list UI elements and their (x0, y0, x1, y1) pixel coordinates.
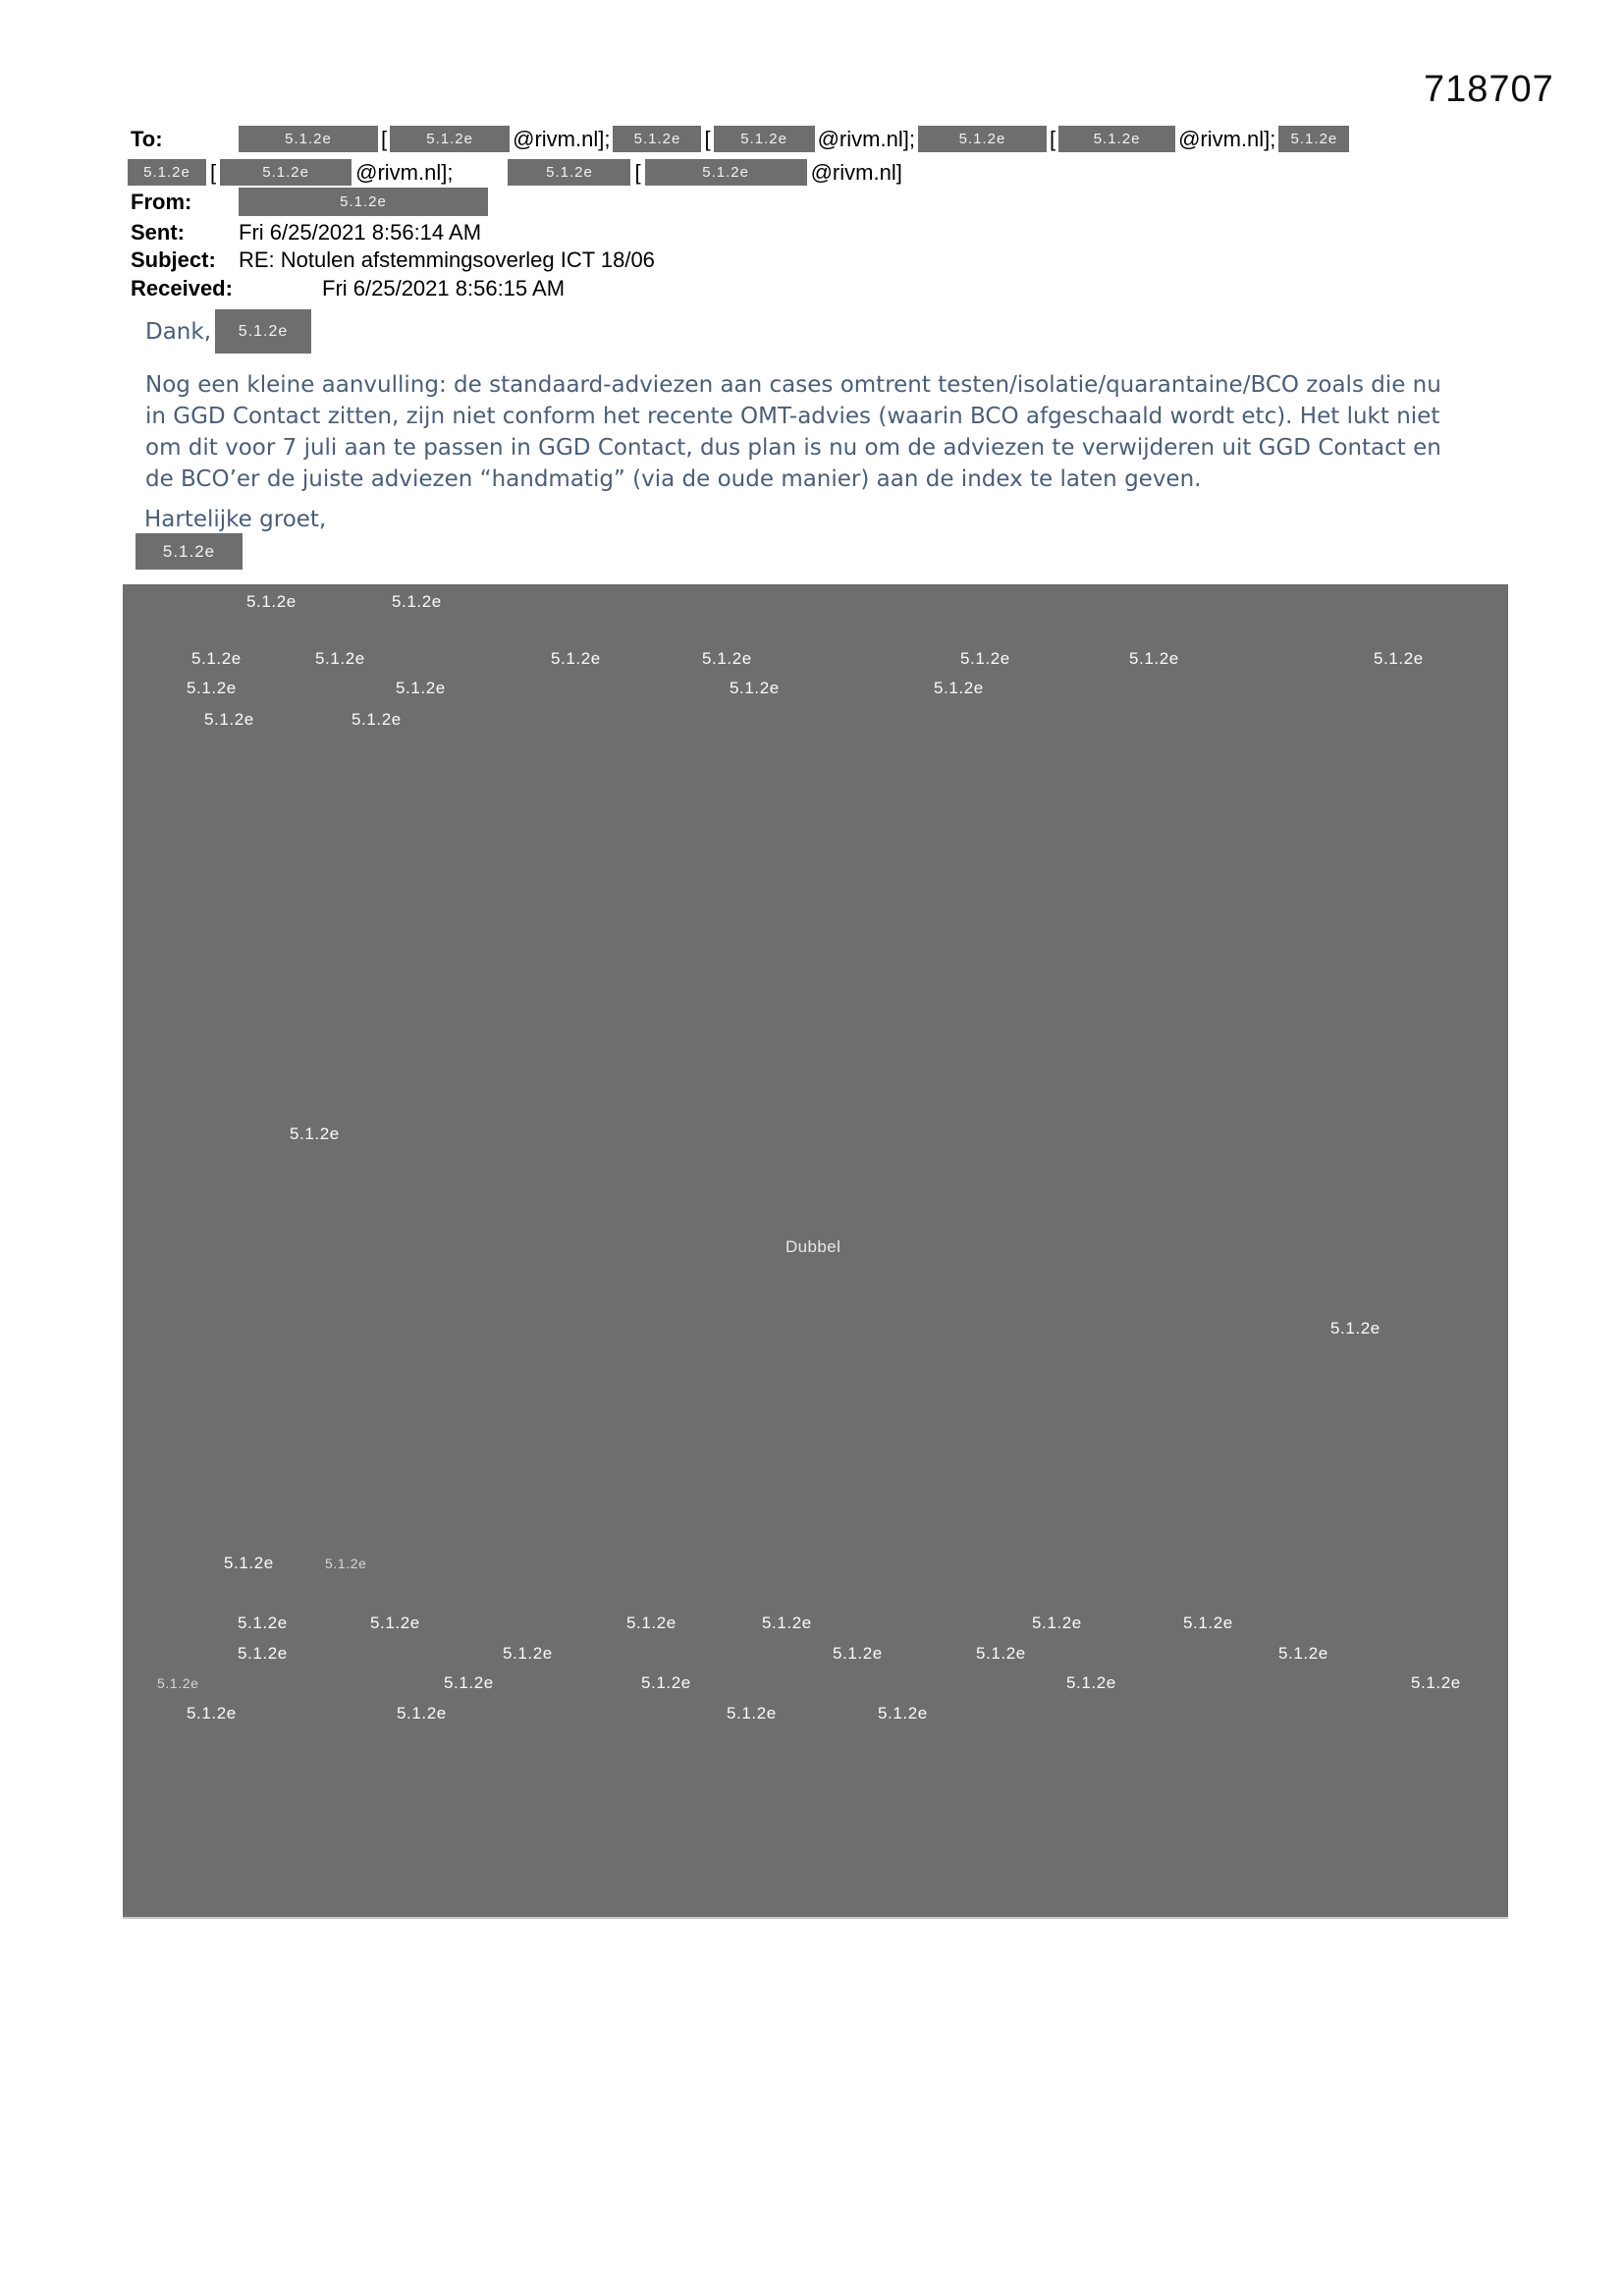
sent-value: Fri 6/25/2021 8:56:14 AM (239, 220, 482, 245)
closing-text: Hartelijke groet, (144, 507, 327, 532)
header-row-received (131, 276, 565, 301)
recipient-redaction-box: 5.1.2e (645, 159, 807, 186)
redaction-label: 5.1.2e (397, 1704, 447, 1722)
redaction-label: 5.1.2e (878, 1704, 928, 1722)
salutation-redaction-box: 5.1.2e (215, 309, 311, 354)
recipient-redaction-box: 5.1.2e (239, 126, 378, 152)
recipient-address-text: @rivm.nl] (810, 159, 902, 185)
header-row-sent (131, 220, 481, 246)
recipient-address-text: [ (1049, 126, 1056, 151)
recipient-redaction-box: 5.1.2e (220, 159, 352, 186)
redaction-label: 5.1.2e (1032, 1613, 1082, 1632)
received-value: Fri 6/25/2021 8:56:15 AM (322, 276, 566, 301)
recipient-address-text: @rivm.nl]; (1178, 126, 1276, 151)
redaction-label: 5.1.2e (702, 649, 752, 668)
redaction-label: 5.1.2e (503, 1644, 553, 1663)
body-paragraph (145, 369, 1441, 495)
redaction-label: 5.1.2e (730, 679, 780, 697)
redaction-label: 5.1.2e (833, 1644, 883, 1663)
redaction-label: 5.1.2e (1411, 1673, 1461, 1692)
redaction-label: 5.1.2e (352, 710, 402, 729)
redaction-label: 5.1.2e (392, 592, 442, 611)
recipient-address-text: [ (634, 159, 641, 185)
redaction-label: 5.1.2e (934, 679, 984, 697)
redaction-label: 5.1.2e (1183, 1613, 1233, 1632)
recipient-redaction-box: 5.1.2e (128, 159, 206, 186)
redaction-label: 5.1.2e (187, 1704, 237, 1722)
header-row-to (131, 126, 1349, 152)
redacted-content-block (123, 584, 1508, 1919)
redaction-label: 5.1.2e (551, 649, 601, 668)
redaction-label: 5.1.2e (444, 1673, 494, 1692)
signature-redaction-box: 5.1.2e (135, 533, 243, 570)
redaction-label: 5.1.2e (641, 1673, 691, 1692)
recipient-address-text: [ (704, 126, 711, 151)
redaction-label: 5.1.2e (762, 1613, 812, 1632)
from-label: From: (131, 189, 192, 214)
recipient-address-text: @rivm.nl]; (355, 159, 454, 185)
redaction-label: 5.1.2e (1129, 649, 1179, 668)
redaction-label: 5.1.2e (246, 592, 297, 611)
redaction-label: 5.1.2e (396, 679, 446, 697)
recipient-redaction-box: 5.1.2e (1058, 126, 1175, 152)
received-label: Received: (131, 276, 233, 301)
recipient-redaction-box: 5.1.2e (714, 126, 815, 152)
recipient-redaction-box: 5.1.2e (1278, 126, 1349, 152)
redaction-label: 5.1.2e (976, 1644, 1026, 1663)
redaction-label: 5.1.2e (204, 710, 254, 729)
redaction-label: 5.1.2e (157, 1675, 199, 1691)
salutation-row (145, 309, 311, 354)
to-recipients-line-2 (128, 159, 902, 186)
from-redaction-box: 5.1.2e (239, 188, 488, 216)
subject-label: Subject: (131, 247, 216, 272)
header-row-subject (131, 247, 655, 273)
to-label: To: (131, 126, 163, 151)
recipient-redaction-box: 5.1.2e (613, 126, 701, 152)
salutation-text: Dank, (145, 318, 212, 345)
recipient-address-text: [ (381, 126, 388, 151)
redaction-label: 5.1.2e (1066, 1673, 1116, 1692)
redaction-label: 5.1.2e (626, 1613, 677, 1632)
dubbel-note: Dubbel (785, 1237, 841, 1256)
redaction-label: 5.1.2e (325, 1556, 367, 1571)
redaction-label: 5.1.2e (370, 1613, 420, 1632)
paragraph-line: Nog een kleine aanvulling: de standaard-adviezen aan cases omtrent testen/isolatie/quarantaine/BCO zoals die nu (145, 372, 1441, 398)
header-row-from (131, 188, 488, 216)
redaction-label: 5.1.2e (187, 679, 237, 697)
redaction-label: 5.1.2e (315, 649, 365, 668)
sent-label: Sent: (131, 220, 185, 245)
recipient-address-text: [ (210, 159, 217, 185)
redaction-label: 5.1.2e (238, 1644, 288, 1663)
redaction-label: 5.1.2e (960, 649, 1010, 668)
recipient-redaction-box: 5.1.2e (508, 159, 630, 186)
redaction-label: 5.1.2e (1278, 1644, 1328, 1663)
paragraph-line: in GGD Contact zitten, zijn niet conform het recente OMT-advies (waarin BCO afgeschaald wordt etc). Het lukt niet (145, 404, 1440, 429)
redaction-label: 5.1.2e (1374, 649, 1424, 668)
redaction-label: 5.1.2e (238, 1613, 288, 1632)
redaction-label: 5.1.2e (191, 649, 242, 668)
redaction-label: 5.1.2e (1330, 1319, 1380, 1338)
recipient-redaction-box: 5.1.2e (918, 126, 1047, 152)
paragraph-line: de BCO’er de juiste adviezen “handmatig” (via de oude manier) aan de index te laten geven. (145, 466, 1202, 492)
recipient-address-text: @rivm.nl]; (817, 126, 915, 151)
recipient-redaction-box: 5.1.2e (390, 126, 510, 152)
redaction-label: 5.1.2e (290, 1124, 340, 1143)
subject-value: RE: Notulen afstemmingsoverleg ICT 18/06 (239, 247, 655, 272)
paragraph-line: om dit voor 7 juli aan te passen in GGD Contact, dus plan is nu om de adviezen te verwijderen uit GGD Contact en (145, 435, 1441, 461)
redaction-label: 5.1.2e (224, 1554, 274, 1572)
document-number: 718707 (1424, 69, 1554, 110)
redaction-label: 5.1.2e (727, 1704, 777, 1722)
to-recipients-line-1 (239, 126, 1349, 152)
recipient-address-text: @rivm.nl]; (513, 126, 611, 151)
